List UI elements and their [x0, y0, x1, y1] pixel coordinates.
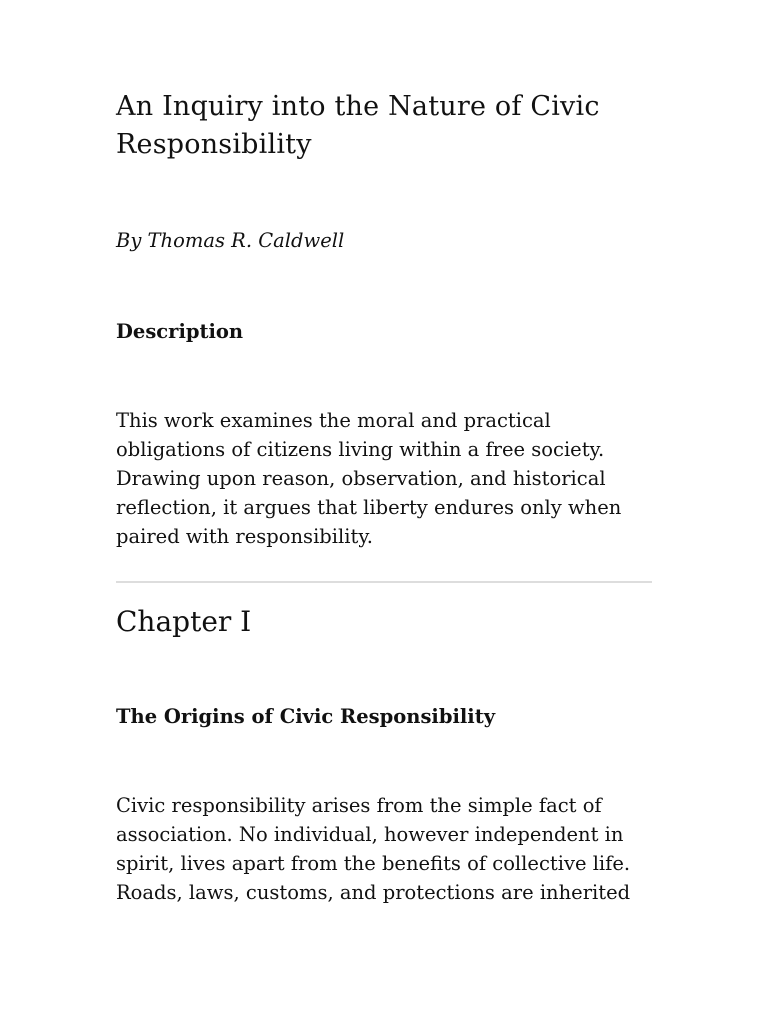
chapter-paragraph: Civic responsibility arises from the simple fact of association. No individual, however independent in spirit, lives apart from the benefits of collective life. Roads, laws, customs, and protections are inherited [116, 794, 631, 904]
chapter-subtitle: The Origins of Civic Responsibility [116, 705, 496, 728]
description-heading: Description [116, 320, 244, 343]
section-divider [116, 581, 652, 583]
author-byline: By Thomas R. Caldwell [116, 229, 345, 252]
chapter-title: Chapter I [116, 605, 252, 638]
description-paragraph: This work examines the moral and practical obligations of citizens living within a free society. Drawing upon reason, observation, and historical reflection, it argues that liberty endures only when paired with responsibility. [116, 409, 622, 548]
document-title: An Inquiry into the Nature of Civic Responsibility [116, 91, 600, 160]
